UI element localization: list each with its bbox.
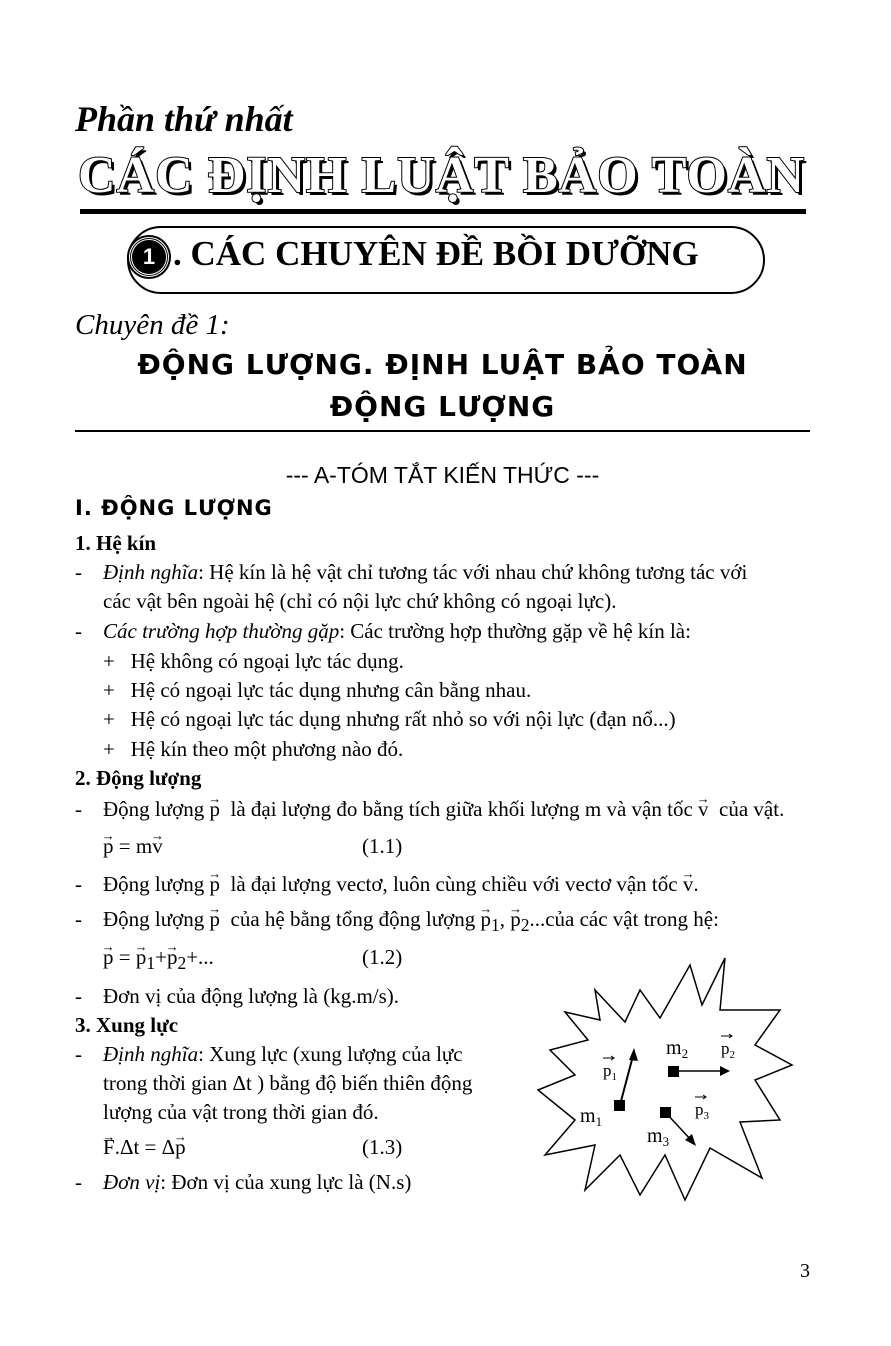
list-item: + Hệ kín theo một phương nào đó.: [103, 737, 404, 761]
topic-label: Chuyên đề 1:: [75, 309, 230, 341]
subheading-3: 3. Xung lực: [75, 1013, 179, 1037]
topic-title: ĐỘNG LƯỢNG. ĐỊNH LUẬT BẢO TOÀN ĐỘNG LƯỢNG: [137, 348, 748, 423]
s3-definition-cont2: lượng của vật trong thời gian đó.: [103, 1100, 379, 1124]
page-number: 3: [800, 1260, 810, 1282]
label-p3: $p_3$: [695, 1100, 709, 1122]
part-label: Phần thứ nhất: [75, 99, 293, 139]
section-I-heading: I. ĐỘNG LƯỢNG: [75, 496, 273, 520]
topic-rule: [75, 430, 810, 432]
list-item: + Hệ có ngoại lực tác dụng nhưng cân bằng nhau.: [103, 678, 532, 702]
summary-heading: --- A-TÓM TẮT KIẾN THỨC ---: [285, 462, 600, 488]
subheading-1: 1. Hệ kín: [75, 531, 157, 555]
s1-definition-cont: các vật bên ngoài hệ (chỉ có nội lực chứ không có ngoại lực).: [103, 589, 617, 613]
section-title: . CÁC CHUYÊN ĐỀ BỒI DƯỠNG: [173, 234, 699, 273]
label-p1: $p_1$: [603, 1061, 617, 1083]
label-m3: $m_3$: [647, 1125, 670, 1149]
equation-1-1: → p = m→ v: [103, 832, 163, 861]
section-number-badge: 1: [129, 237, 169, 277]
explosion-figure: [530, 950, 820, 1220]
equation-1-3: → F.Δt = Δ→ p: [103, 1133, 186, 1162]
label-m2: $m_2$: [666, 1037, 689, 1061]
mass-m1: [614, 1100, 625, 1111]
main-title: CÁC ĐỊNH LUẬT BẢO TOÀN: [78, 147, 806, 204]
title-rule: [80, 209, 806, 214]
equation-1-2: → p = → $p_1+\to p_2+$...: [103, 943, 214, 978]
equation-number: (1.3): [362, 1135, 403, 1159]
equation-number: (1.2): [362, 945, 403, 969]
s3-definition-cont: trong thời gian Δt ) bằng độ biến thiên động: [103, 1071, 473, 1095]
label-m1: $m_1$: [580, 1105, 603, 1129]
equation-number: (1.1): [362, 834, 403, 858]
subheading-2: 2. Động lượng: [75, 766, 202, 790]
label-p2: $p_2$: [721, 1039, 735, 1061]
explosion-star-outline: [538, 958, 792, 1200]
list-item: + Hệ có ngoại lực tác dụng nhưng rất nhỏ so với nội lực (đạn nổ...): [103, 707, 676, 731]
list-item: + Hệ không có ngoại lực tác dụng.: [103, 649, 404, 673]
